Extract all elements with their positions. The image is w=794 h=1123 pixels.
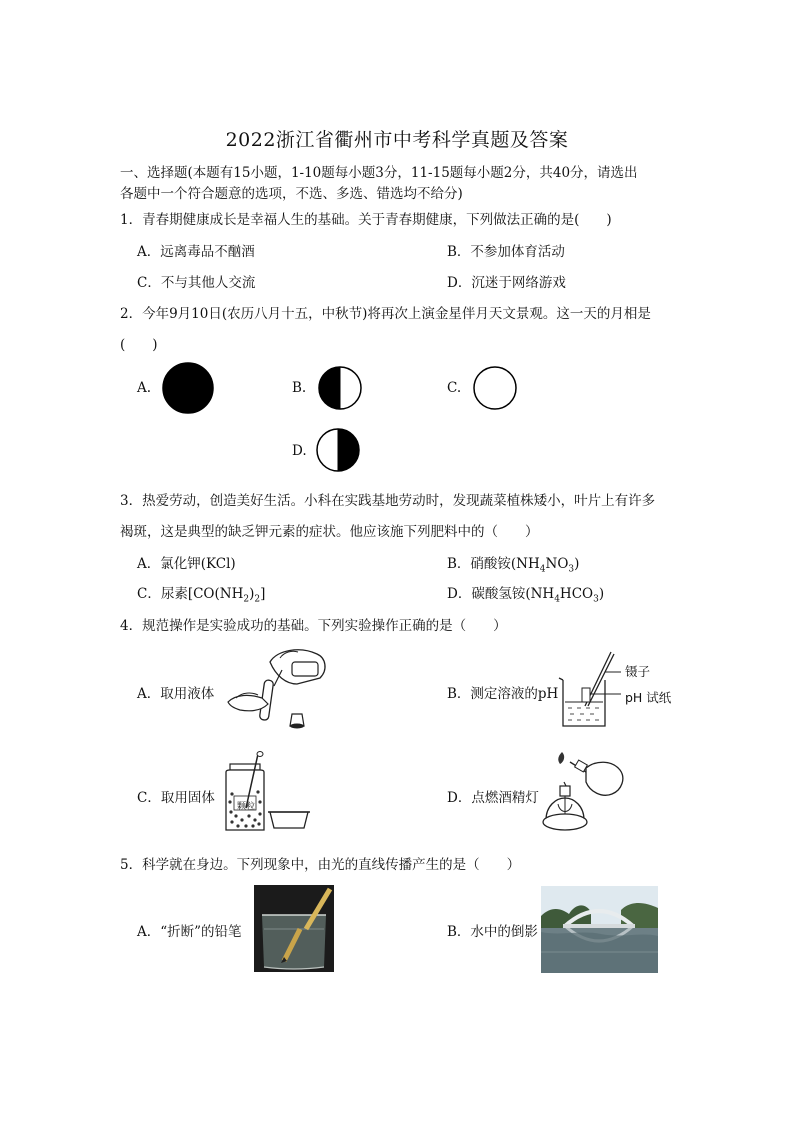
section-instructions-line1: 一、选择题(本题有15小题，1-10题每小题3分，11-15题每小题2分，共40分，请选出 [120, 165, 638, 181]
pencil-in-water-image [254, 885, 334, 972]
question-3-option-b: B．硝酸铵$(NH_4NO_3)$ [447, 556, 580, 575]
question-5-option-a: A．“折断”的铅笔 [137, 924, 242, 940]
question-1-option-c: C．不与其他人交流 [137, 275, 256, 291]
question-4-option-c: C．取用固体 [137, 790, 215, 806]
question-2-option-c: C. [447, 380, 462, 396]
question-3-stem-line1: 3．热爱劳动，创造美好生活。小科在实践基地劳动时，发现蔬菜植株矮小，叶片上有许多 [120, 493, 656, 509]
question-2-option-b: B. [292, 380, 307, 396]
section-instructions-line2: 各题中一个符合题意的选项，不选、多选、错选均不给分) [120, 186, 463, 202]
left-half-dark-moon-icon [316, 365, 364, 411]
question-1-option-a: A．远离毒品不酗酒 [137, 244, 255, 260]
page-title: 2022浙江省衢州市中考科学真题及答案 [225, 129, 569, 151]
label-tweezers: 镊子 [625, 664, 651, 679]
label-ph-paper: pH 试纸 [625, 690, 672, 705]
question-3-option-c: C．尿素$[CO(NH_2)_2]$ [137, 586, 266, 605]
question-3-option-a: A．氯化钾(KCl) [137, 556, 236, 572]
question-4-option-a: A．取用液体 [137, 686, 215, 702]
question-1-stem: 1．青春期健康成长是幸福人生的基础。关于青春期健康，下列做法正确的是( ) [120, 212, 612, 228]
question-2-stem-line2: ( ) [120, 337, 158, 353]
pencil-in-water-photo [254, 885, 334, 972]
question-2-option-a: A. [137, 380, 152, 396]
pouring-liquid-illustration [222, 640, 332, 732]
question-2-stem-line1: 2．今年9月10日(农历八月十五，中秋节)将再次上演金星伴月天文景观。这一天的月相是 [120, 306, 651, 322]
lighting-alcohol-lamp-illustration [540, 748, 630, 840]
full-dark-moon-icon [160, 362, 216, 414]
label-jar: 颗粒 [237, 802, 256, 812]
bridge-reflection-image [541, 886, 658, 973]
question-2-option-d: D. [292, 443, 307, 459]
bridge-reflection-photo [541, 886, 658, 973]
question-1-option-d: D．沉迷于网络游戏 [447, 275, 566, 291]
question-1-option-b: B．不参加体育活动 [447, 244, 565, 260]
taking-solid-illustration [222, 750, 312, 834]
question-3-stem-line2: 褐斑，这是典型的缺乏钾元素的症状。他应该施下列肥料中的（ ） [120, 524, 539, 540]
full-bright-moon-icon [471, 365, 519, 411]
question-5-option-b: B．水中的倒影 [447, 924, 538, 940]
question-4-option-b: B．测定溶液的pH [447, 686, 559, 702]
question-4-option-d: D．点燃酒精灯 [447, 790, 539, 806]
right-half-dark-moon-icon [314, 427, 362, 473]
question-3-option-d: D．碳酸氢铵$(NH_4HCO_3)$ [447, 586, 605, 605]
question-4-stem: 4．规范操作是实验成功的基础。下列实验操作正确的是（ ） [120, 618, 507, 634]
question-5-stem: 5．科学就在身边。下列现象中，由光的直线传播产生的是（ ） [120, 857, 521, 873]
